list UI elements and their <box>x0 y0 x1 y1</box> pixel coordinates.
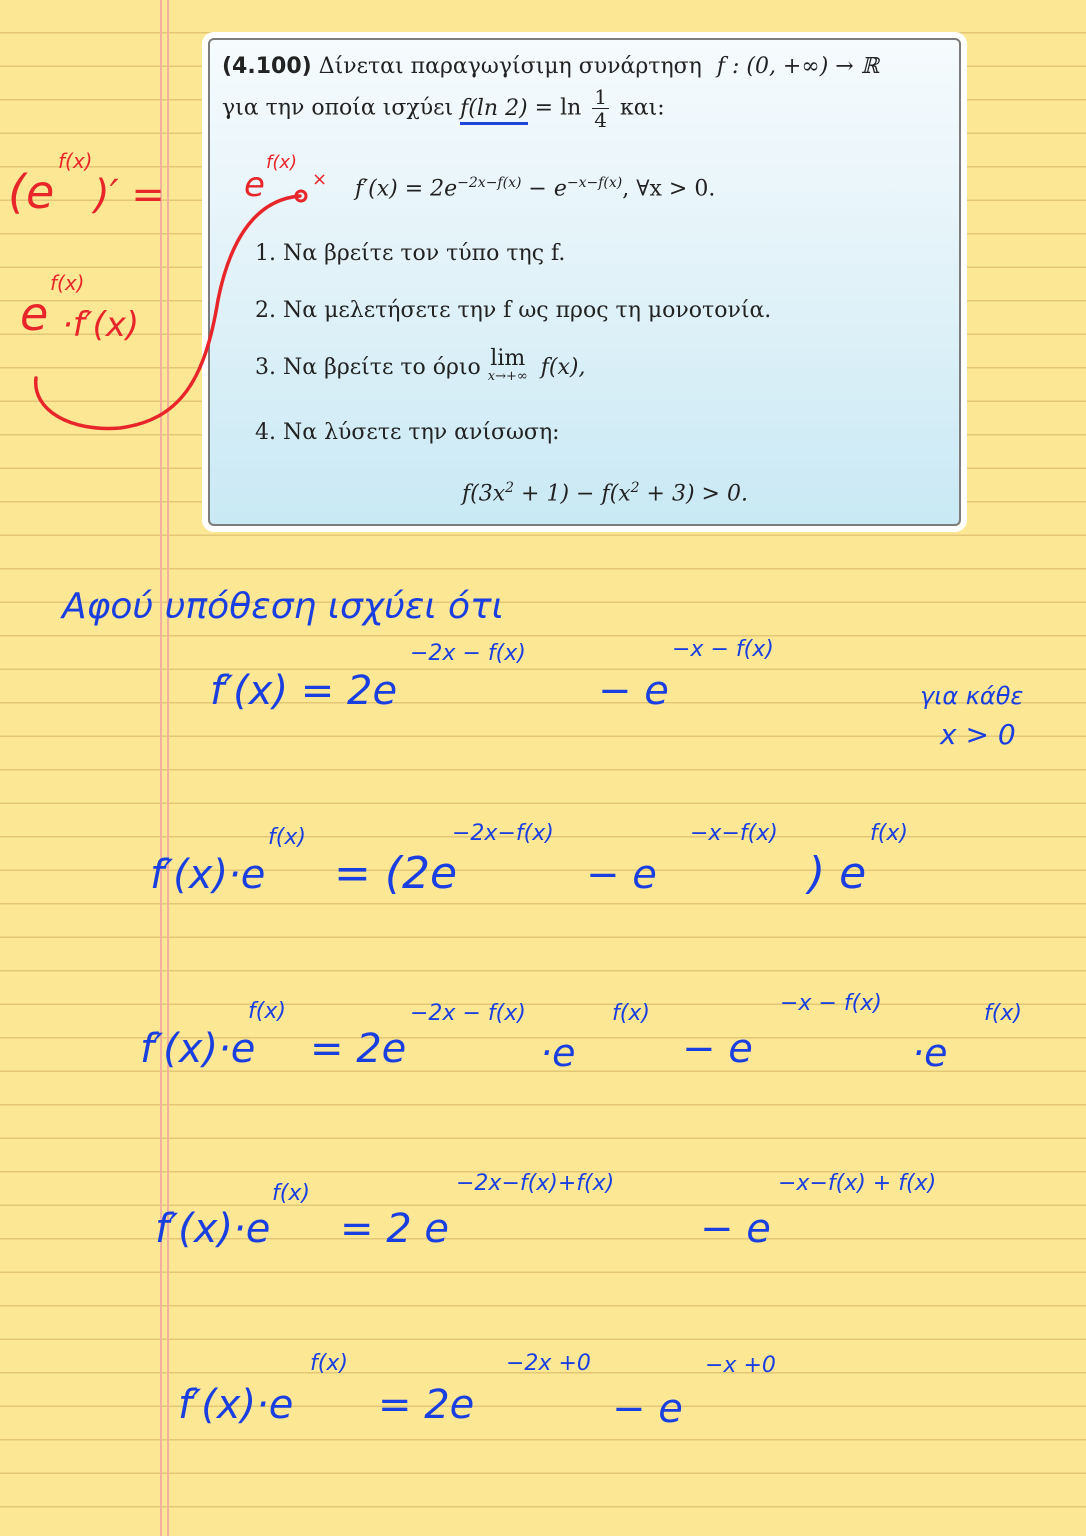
hw-note: x > 0 <box>940 718 1016 751</box>
ineq-part: + 1) − f(x <box>514 481 631 507</box>
hw-line-1: Αφού υπόθεση ισχύει ότι <box>62 586 504 627</box>
eq-exp1: −2x−f(x) <box>457 175 522 191</box>
hw-line-2-mid: − e <box>598 668 669 714</box>
red-note-text: (e <box>8 165 55 219</box>
hw-line-6-exp: −x +0 <box>705 1353 776 1378</box>
hw-line-4-exp: −2x − f(x) <box>410 1001 526 1026</box>
hw-line-5-exp: f(x) <box>272 1181 310 1206</box>
hw-line-2-exp: −2x − f(x) <box>410 641 526 666</box>
ineq-exp: 2 <box>630 480 640 496</box>
problem-intro: Δίνεται παραγωγίσιμη συνάρτηση <box>318 54 702 79</box>
item-text: Να βρείτε το όριο <box>283 355 481 380</box>
item-text: f(x), <box>540 355 586 380</box>
limit-subscript: x→+∞ <box>487 369 528 384</box>
item-text: Να λύσετε την ανίσωση: <box>283 420 560 445</box>
eq-exp2: −x−f(x) <box>566 175 623 191</box>
hw-line-3-exp: f(x) <box>268 825 306 850</box>
red-arrow-mark: × <box>312 169 328 190</box>
problem-domain: f : (0, +∞) → ℝ <box>716 54 879 79</box>
problem-number: (4.100) <box>222 54 312 79</box>
hw-line-5-exp: −2x−f(x)+f(x) <box>456 1171 615 1196</box>
hw-line-6-mid: − e <box>612 1386 683 1432</box>
item-number: 1. <box>255 241 276 266</box>
hw-line-2-lhs: f′(x) = 2e <box>210 668 398 714</box>
red-note-text: )′ = <box>94 172 165 218</box>
hw-line-4-mid: ·e <box>912 1031 948 1075</box>
hw-line-4-lhs: f′(x)·e <box>140 1026 256 1072</box>
eq-mid: − e <box>521 176 567 202</box>
condition-prefix: για την οποία ισχύει <box>222 95 454 121</box>
hw-line-3-close: ) e <box>808 848 867 899</box>
hw-line-4-exp: f(x) <box>248 999 286 1024</box>
condition-suffix: και: <box>620 95 665 121</box>
fraction-denominator: 4 <box>594 108 608 132</box>
red-note-text: ·f′(x) <box>62 305 140 345</box>
hw-line-4-exp: f(x) <box>612 1001 650 1026</box>
item-number: 2. <box>255 298 276 323</box>
hw-line-3-exp: −2x−f(x) <box>452 821 554 846</box>
condition-lhs: f(ln 2) <box>460 96 528 125</box>
hw-line-3-rhs: = (2e <box>334 848 458 899</box>
hw-line-2-exp: −x − f(x) <box>672 637 774 662</box>
hw-line-3-lhs: f′(x)·e <box>150 852 266 898</box>
red-note-exp: f(x) <box>58 149 93 173</box>
item-number: 4. <box>255 420 276 445</box>
hw-line-5-mid: − e <box>700 1206 771 1252</box>
ineq-part: f(3x <box>462 481 506 507</box>
condition-eq: = ln <box>534 95 582 121</box>
red-arrow-label-exp: f(x) <box>266 152 298 173</box>
limit-operator: lim <box>490 346 526 371</box>
hw-line-5-exp: −x−f(x) + f(x) <box>778 1171 937 1196</box>
red-annotation <box>8 149 327 428</box>
hw-line-4-exp: −x − f(x) <box>780 991 882 1016</box>
hw-line-4-mid: − e <box>682 1026 753 1072</box>
hw-line-5-rhs: = 2 e <box>340 1206 450 1252</box>
item-text: Να μελετήσετε την f ως προς τη μονοτονία. <box>283 298 772 323</box>
red-note-text: e <box>20 287 49 341</box>
hw-line-5-lhs: f′(x)·e <box>155 1206 271 1252</box>
hw-line-4-rhs: = 2e <box>310 1026 407 1072</box>
hw-line-4-exp: f(x) <box>984 1001 1022 1026</box>
hw-line-6-lhs: f′(x)·e <box>178 1382 294 1428</box>
eq-tail: , ∀x > 0. <box>622 176 716 202</box>
hw-line-3-exp: f(x) <box>870 821 908 846</box>
hw-line-6-rhs: = 2e <box>378 1382 475 1428</box>
fraction-numerator: 1 <box>594 85 608 109</box>
hw-line-3-mid: − e <box>586 852 657 898</box>
hw-line-6-exp: −2x +0 <box>506 1351 591 1376</box>
red-arrow-label: e <box>244 165 265 205</box>
hw-line-4-mid: ·e <box>540 1031 576 1075</box>
blue-handwriting <box>60 586 1023 1432</box>
ineq-part: + 3) > 0. <box>639 481 748 507</box>
hw-note: για κάθε <box>920 682 1024 710</box>
hw-line-6-exp: f(x) <box>310 1351 348 1376</box>
item-text: Να βρείτε τον τύπο της f. <box>283 241 566 266</box>
eq-lhs: f′(x) = 2e <box>355 176 458 202</box>
item-number: 3. <box>255 355 276 380</box>
hw-line-3-exp: −x−f(x) <box>690 821 778 846</box>
red-note-exp: f(x) <box>50 271 85 295</box>
ineq-exp: 2 <box>505 480 515 496</box>
